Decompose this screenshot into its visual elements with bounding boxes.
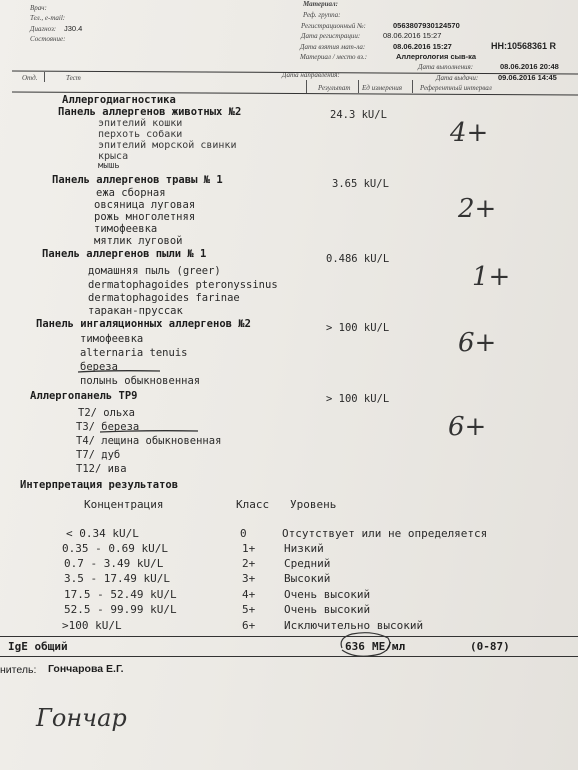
ige-test-name: IgE общий: [8, 640, 68, 653]
allergen-item: dermatophagoides farinae: [88, 292, 240, 304]
interpretation-concentration: 0.35 - 0.69 kU/L: [62, 542, 168, 555]
interpretation-concentration: < 0.34 kU/L: [66, 527, 139, 540]
reg-number-value: 0563807930124570: [393, 21, 460, 30]
interpretation-header-class: Класс: [236, 498, 270, 511]
done-date-value: 08.06.2016 20:48: [500, 62, 559, 71]
ige-bottom-rule: [0, 656, 578, 657]
reg-number-label: Регистрационный №:: [301, 22, 366, 30]
done-date-label: Дата выполнения:: [418, 63, 474, 71]
allergen-item: домашняя пыль (greer): [88, 265, 221, 277]
panel-name: Панель ингаляционных аллергенов №2: [36, 318, 251, 330]
diagnosis-value: J30.4: [64, 24, 83, 33]
allergen-item: овсяница луговая: [94, 199, 196, 211]
allergen-item: Т7/ дуб: [76, 449, 121, 461]
allergen-item: тимофеевка: [94, 223, 158, 235]
allergen-item: Т12/ ива: [76, 463, 127, 475]
rh-label: Реф. группа:: [303, 11, 341, 19]
allergen-item: Т3/ береза: [76, 421, 140, 433]
column-header-otd: Отд.: [22, 74, 38, 82]
handwritten-class-note: 6+: [458, 328, 497, 358]
allergen-item: Т2/ ольха: [78, 407, 135, 419]
take-date-value: 08.06.2016 15:27: [393, 42, 452, 51]
allergen-item: перхоть собаки: [98, 129, 183, 140]
issued-date-value: 09.06.2016 14:45: [498, 73, 557, 82]
interpretation-concentration: 52.5 - 99.99 kU/L: [64, 603, 177, 616]
column-header-reference: Референтный интервал: [420, 84, 492, 92]
issued-date-label: Дата выдачи:: [436, 74, 479, 82]
allergen-item: эпителий кошки: [98, 118, 183, 129]
column-header-test: Тест: [66, 74, 81, 82]
ige-reference: (0-87): [470, 640, 510, 653]
interpretation-level: Средний: [284, 557, 331, 570]
panel-name: Панель аллергенов травы № 1: [52, 174, 223, 186]
allergen-item: Т4/ лещина обыкновенная: [76, 435, 222, 447]
allergen-item: тимофеевка: [80, 333, 144, 345]
allergen-item: мятлик луговой: [94, 235, 183, 247]
allergen-item: полынь обыкновенная: [80, 375, 201, 387]
condition-label: Состояние:: [30, 35, 66, 43]
panel-result: > 100 kU/L: [326, 322, 390, 334]
interpretation-level: Высокий: [284, 572, 331, 585]
allergen-item: dermatophagoides pteronyssinus: [88, 279, 278, 291]
panel-name: Аллергопанель ТР9: [30, 390, 138, 402]
ige-units: МЕ/мл: [372, 640, 406, 653]
executor-name: Гончарова Е.Г.: [48, 663, 124, 675]
interpretation-class: 5+: [242, 603, 256, 616]
panel-result: 24.3 kU/L: [330, 109, 387, 121]
column-header-result: Результат: [318, 84, 351, 92]
panel-result: 0.486 kU/L: [326, 253, 390, 265]
interpretation-level: Очень высокий: [284, 603, 371, 616]
take-date-label: Дата взятия мат-ла:: [300, 43, 366, 51]
interpretation-class: 3+: [242, 572, 256, 585]
material-label: Материал:: [303, 0, 338, 8]
panel-name: Панель аллергенов животных №2: [58, 106, 242, 118]
panel-result: 3.65 kU/L: [332, 178, 389, 190]
allergen-item: мышь: [98, 161, 120, 171]
allergen-item: береза: [80, 361, 118, 373]
interpretation-concentration: >100 kU/L: [62, 619, 122, 632]
interpretation-level: Исключительно высокий: [284, 619, 424, 632]
ige-result: 636: [345, 640, 365, 653]
interpretation-concentration: 17.5 - 52.49 kU/L: [64, 588, 177, 601]
allergen-item: рожь многолетняя: [94, 211, 196, 223]
handwritten-class-note: 1+: [472, 262, 511, 292]
interpretation-class: 2+: [242, 557, 256, 570]
handwritten-class-note: 2+: [458, 194, 497, 224]
allergen-item: крыса: [98, 151, 129, 162]
diagnosis-label: Диагноз:: [30, 25, 57, 33]
interpretation-class: 0: [240, 527, 247, 540]
interpretation-level: Низкий: [284, 542, 324, 555]
column-header-units: Ед измерения: [362, 84, 403, 92]
allergen-item: alternaria tenuis: [80, 347, 188, 359]
allergen-item: ежа сборная: [96, 187, 166, 199]
material-place-label: Материал / место вз.:: [300, 53, 368, 61]
allergen-item: таракан-пруссак: [88, 305, 183, 317]
interpretation-class: 6+: [242, 619, 256, 632]
panel-result: > 100 kU/L: [326, 393, 390, 405]
signature: Гончар: [36, 704, 127, 732]
interpretation-header-concentration: Концентрация: [84, 498, 164, 511]
direction-date-label: Дата направления:: [282, 71, 340, 79]
interpretation-class: 1+: [242, 542, 256, 555]
hn-number: НН:10568361 R: [491, 41, 557, 51]
interpretation-level: Отсутствует или не определяется: [282, 527, 488, 540]
reg-date-label: Дата регистрации:: [301, 32, 361, 40]
panel-name: Панель аллергенов пыли № 1: [42, 248, 207, 260]
interpretation-title: Интерпретация результатов: [20, 479, 179, 491]
handwritten-class-note: 4+: [450, 118, 489, 148]
material-place-value: Аллергология сыв-ка: [396, 52, 477, 61]
handwritten-class-note: 6+: [448, 412, 487, 442]
interpretation-level: Очень высокий: [284, 588, 371, 601]
reg-date-value: 08.06.2016 15:27: [383, 31, 442, 40]
interpretation-class: 4+: [242, 588, 256, 601]
contact-label: Тел., e-mail:: [30, 14, 66, 22]
allergen-item: эпителий морской свинки: [98, 140, 237, 151]
ige-top-rule: [0, 636, 578, 637]
doctor-label: Врач:: [30, 4, 47, 12]
interpretation-concentration: 0.7 - 3.49 kU/L: [64, 557, 164, 570]
interpretation-concentration: 3.5 - 17.49 kU/L: [64, 572, 170, 585]
interpretation-header-level: Уровень: [290, 498, 337, 511]
executor-label: нитель:: [0, 664, 37, 676]
section-title: Аллергодиагностика: [62, 94, 176, 106]
